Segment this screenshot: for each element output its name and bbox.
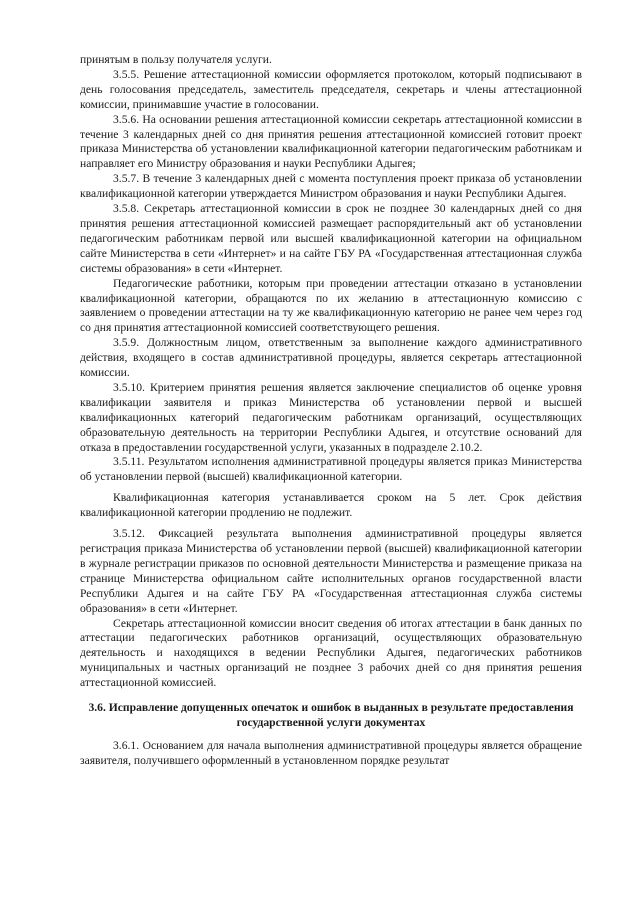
paragraph-3-5-11: 3.5.11. Результатом исполнения административной процедуры является приказ Министерства об установлении первой (высшей) квалификационной категории. — [80, 455, 582, 484]
paragraph-3-5-10: 3.5.10. Критерием принятия решения является заключение специалистов об оценке уровня квалификации заявителя и приказ Министерства об установлении первой и высшей квалификационных категорий педагогическим работникам организаций, осуществляющих образовательную деятельность на территории Республики Адыгея, и отсутствие оснований для отказа в предоставлении государственной услуги, указанных в подразделе 2.10.2. — [80, 380, 582, 454]
document-page — [80, 53, 582, 769]
section-heading-3-6: 3.6. Исправление допущенных опечаток и ошибок в выданных в результате предоставления государственной услуги документах — [88, 701, 574, 729]
paragraph-3-5-12: 3.5.12. Фиксацией результата выполнения административной процедуры является регистрация приказа Министерства об установлении первой (высшей) квалификационной категории в журнале регистрации приказов по основной деятельности Министерства и размещение приказа на странице Министерства официальном сайте исполнительных органов государственной власти Республики Адыгея и на сайте ГБУ РА «Государственная аттестационная служба системы образования» в сети «Интернет. — [80, 527, 582, 615]
paragraph-3-5-8: 3.5.8. Секретарь аттестационной комиссии в срок не позднее 30 календарных дней со дня принятия решения аттестационной комиссией размещает распорядительный акт об установлении педагогическим работникам первой или высшей квалификационной категории на официальном сайте Министерства в сети «Интернет» и на сайте ГБУ РА «Государственная аттестационная служба системы образования» в сети «Интернет. — [80, 202, 582, 275]
paragraph-3-5-9: 3.5.9. Должностным лицом, ответственным за выполнение каждого административного действия, входящего в состав административной процедуры, является секретарь аттестационной комиссии. — [80, 336, 582, 380]
paragraph-continuation: принятым в пользу получателя услуги. — [80, 53, 272, 66]
paragraph-3-5-7: 3.5.7. В течение 3 календарных дней с момента поступления проект приказа об установлении квалификационной категории утверждается Министром образования и науки Республики Адыгея. — [80, 172, 582, 201]
paragraph-3-6-1: 3.6.1. Основанием для начала выполнения административной процедуры является обращение заявителя, получившего оформленный в установленном порядке результат — [80, 738, 582, 767]
paragraph-refusal-note: Педагогические работники, которым при проведении аттестации отказано в установлении квалификационной категории, обращаются по их желанию в аттестационную комиссию с заявлением о проведении аттестации на ту же квалификационную категорию не ранее чем через год со дня принятия аттестационной комиссией соответствующего решения. — [80, 276, 582, 335]
paragraph-category-term: Квалификационная категория устанавливается сроком на 5 лет. Срок действия квалификационной категории продлению не подлежит. — [80, 491, 582, 520]
paragraph-secretary-records: Секретарь аттестационной комиссии вносит сведения об итогах аттестации в банк данных по аттестации педагогических работников организаций, осуществляющих образовательную деятельность и находящихся в ведении Республики Адыгея, педагогических работников муниципальных и частных организаций не позднее 3 рабочих дней со дня принятия решения аттестационной комиссией. — [80, 616, 582, 690]
paragraph-3-5-5: 3.5.5. Решение аттестационной комиссии оформляется протоколом, который подписывают в день голосования председатель, заместитель председателя, секретарь и члены аттестационной комиссии, принимавшие участие в голосовании. — [80, 67, 582, 111]
paragraph-3-5-6: 3.5.6. На основании решения аттестационной комиссии секретарь аттестационной комиссии в течение 3 календарных дней со дня принятия решения аттестационной комиссией готовит проект приказа Министерства об установлении квалификационной категории педагогическим работникам и направляет его Министру образования и науки Республики Адыгея; — [80, 112, 582, 171]
